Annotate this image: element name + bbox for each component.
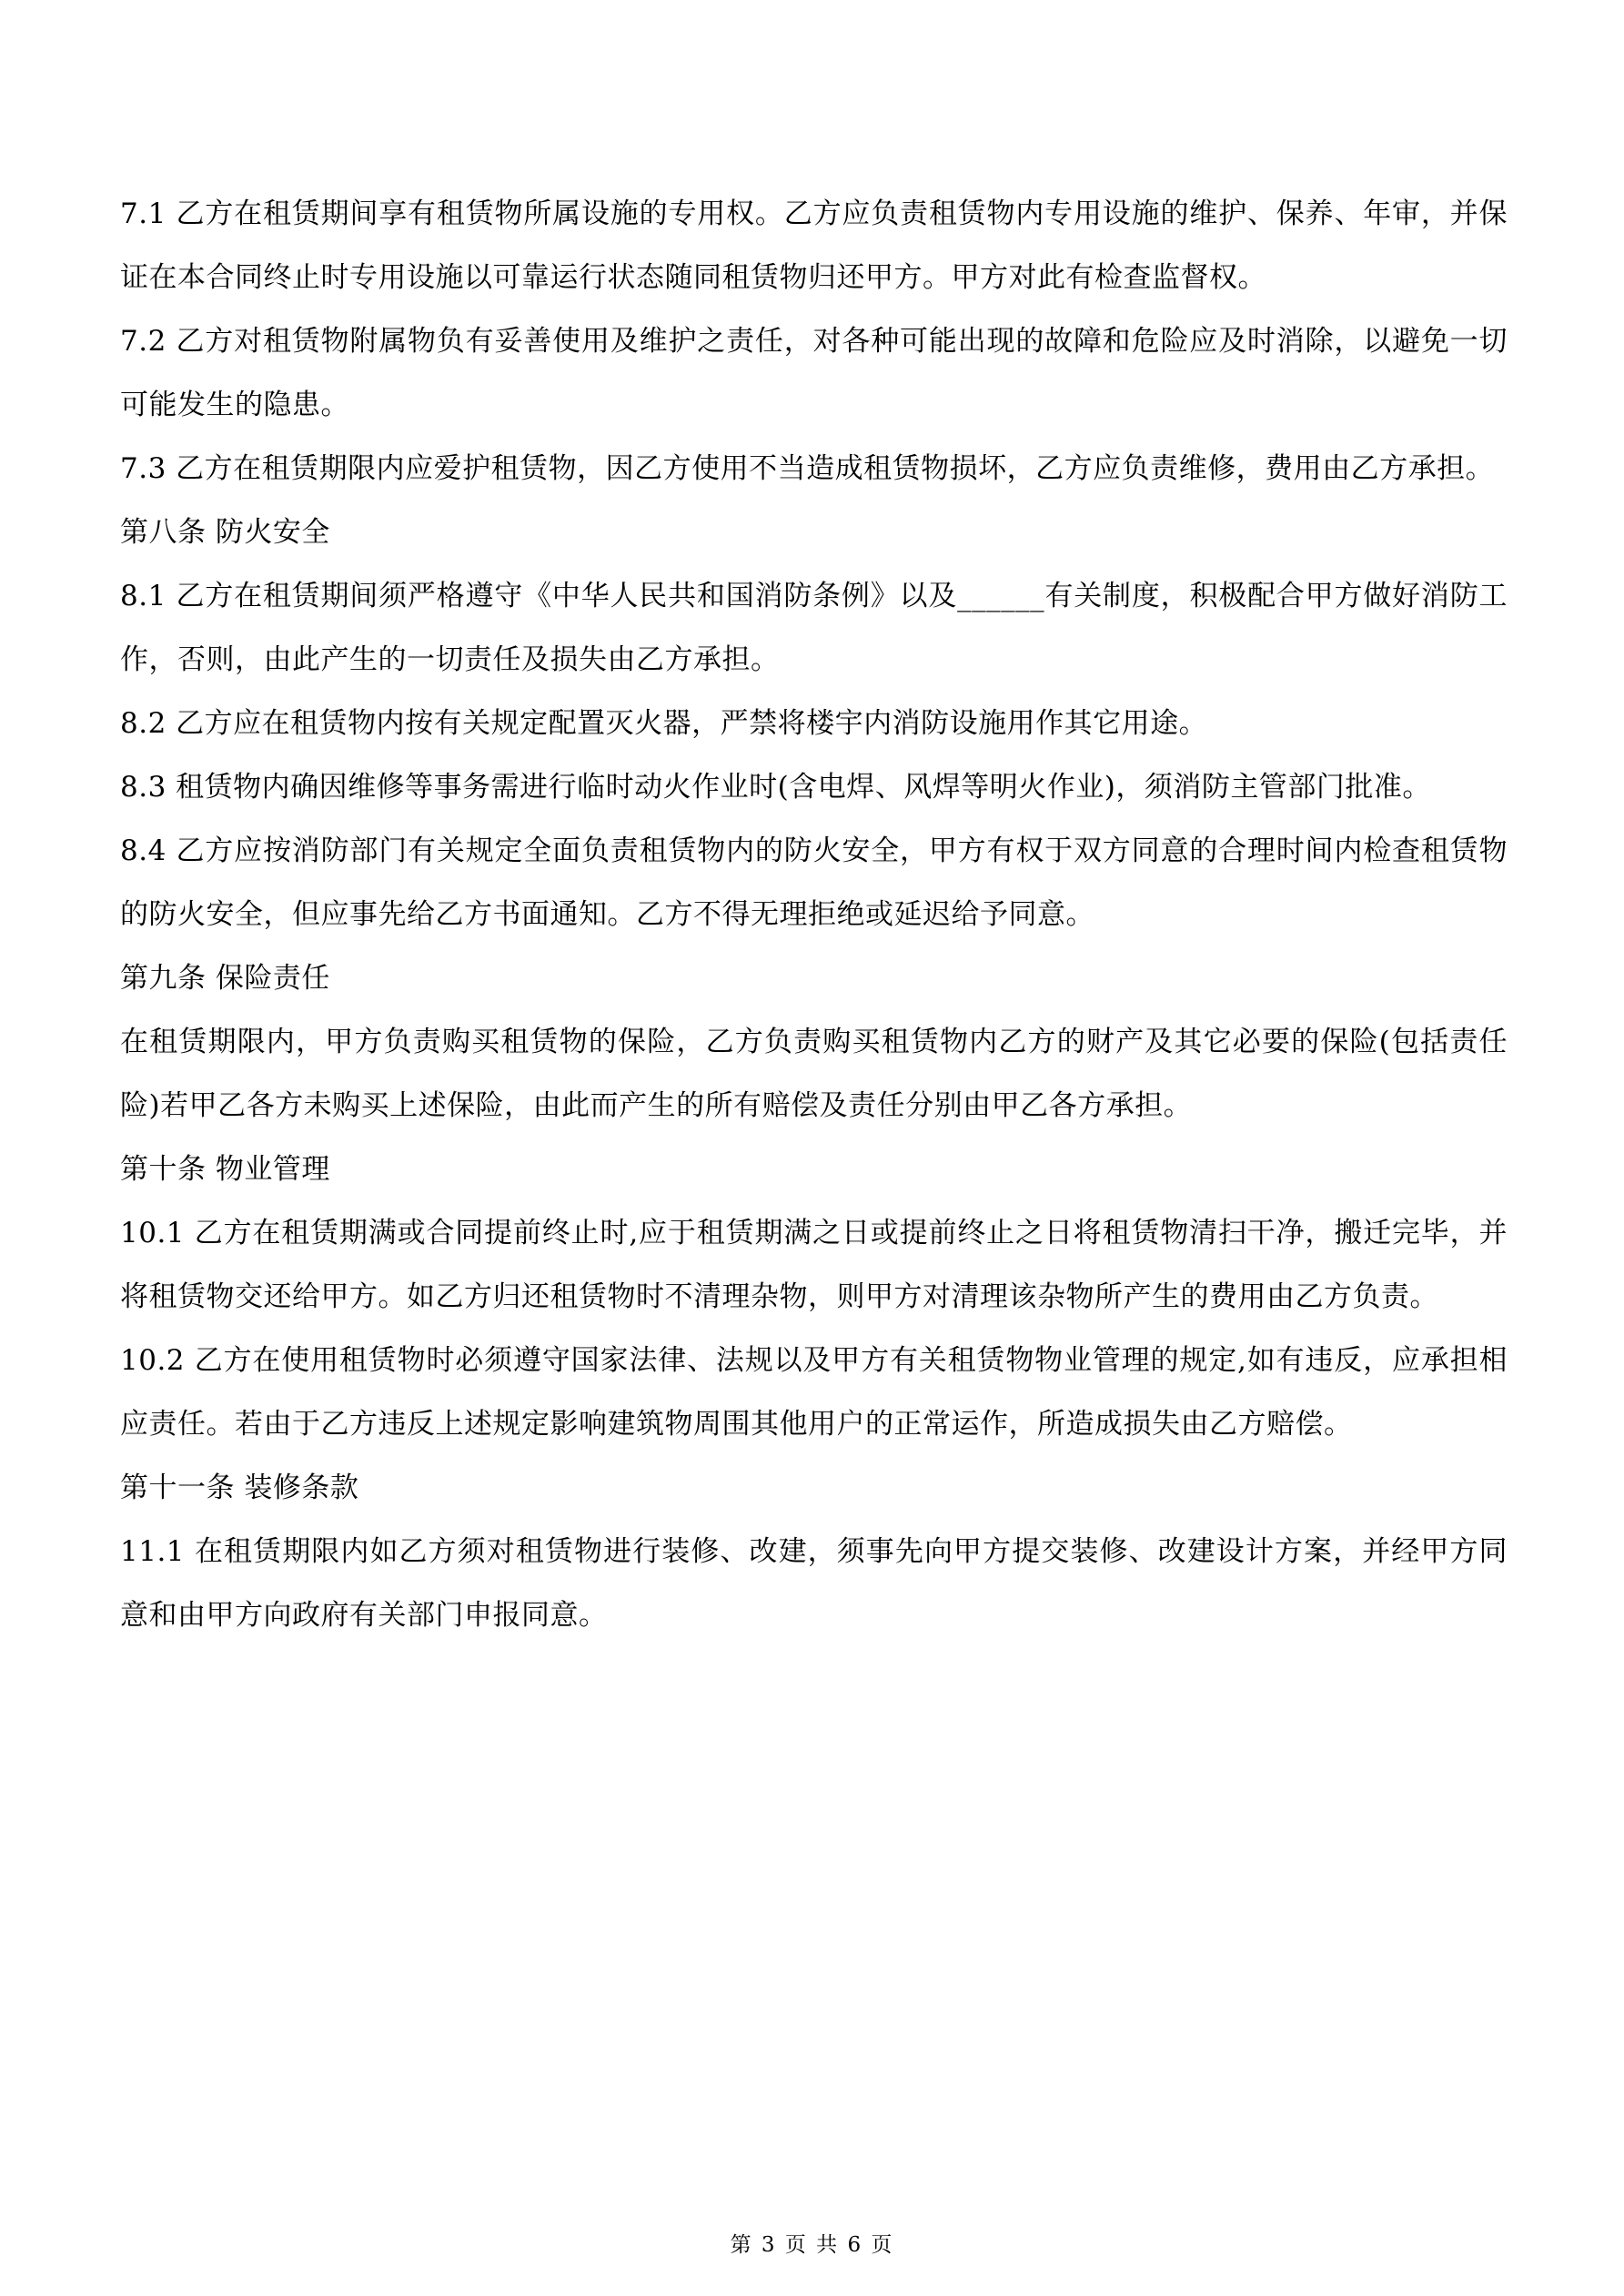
clause-7-3: 7.3 乙方在租赁期限内应爱护租赁物，因乙方使用不当造成租赁物损坏，乙方应负责维修，费用由乙方承担。 — [120, 452, 1495, 485]
clause-8-3: 8.3 租赁物内确因维修等事务需进行临时动火作业时(含电焊、风焊等明火作业)，须消防主管部门批准。 — [120, 771, 1431, 804]
clause-8-1: 8.1 乙方在租赁期间须严格遵守《中华人民共和国消防条例》以及______有关制度，积极配合甲方做好消防工作，否则，由此产生的一切责任及损失由乙方承担。 — [120, 580, 1508, 676]
section-heading-article-9: 第九条 保险责任 — [120, 962, 330, 995]
clause-11-1: 11.1 在租赁期限内如乙方须对租赁物进行装修、改建，须事先向甲方提交装修、改建设计方案，并经甲方同意和由甲方向政府有关部门申报同意。 — [120, 1535, 1508, 1632]
document-body — [120, 182, 1508, 1647]
clause-7-1: 7.1 乙方在租赁期间享有租赁物所属设施的专用权。乙方应负责租赁物内专用设施的维护、保养、年审，并保证在本合同终止时专用设施以可靠运行状态随同租赁物归还甲方。甲方对此有检查监督权。 — [120, 197, 1508, 294]
clause-10-2: 10.2 乙方在使用租赁物时必须遵守国家法律、法规以及甲方有关租赁物物业管理的规定,如有违反，应承担相应责任。若由于乙方违反上述规定影响建筑物周围其他用户的正常运作，所造成损失由乙方赔偿。 — [120, 1344, 1508, 1441]
clause-10-1: 10.1 乙方在租赁期满或合同提前终止时,应于租赁期满之日或提前终止之日将租赁物清扫干净，搬迁完毕，并将租赁物交还给甲方。如乙方归还租赁物时不清理杂物，则甲方对清理该杂物所产生的费用由乙方负责。 — [120, 1217, 1508, 1313]
section-heading-article-8: 第八条 防火安全 — [120, 516, 330, 549]
section-heading-article-11: 第十一条 装修条款 — [120, 1472, 359, 1504]
page-number: 第 3 页 共 6 页 — [730, 2233, 894, 2257]
section-heading-article-10: 第十条 物业管理 — [120, 1153, 330, 1186]
clause-9-body: 在租赁期限内，甲方负责购买租赁物的保险，乙方负责购买租赁物内乙方的财产及其它必要的保险(包括责任险)若甲乙各方未购买上述保险，由此而产生的所有赔偿及责任分别由甲乙各方承担。 — [120, 1026, 1508, 1122]
clause-8-4: 8.4 乙方应按消防部门有关规定全面负责租赁物内的防火安全，甲方有权于双方同意的合理时间内检查租赁物的防火安全，但应事先给乙方书面通知。乙方不得无理拒绝或延迟给予同意。 — [120, 834, 1508, 931]
clause-7-2: 7.2 乙方对租赁物附属物负有妥善使用及维护之责任，对各种可能出现的故障和危险应及时消除，以避免一切可能发生的隐患。 — [120, 325, 1508, 421]
clause-8-2: 8.2 乙方应在租赁物内按有关规定配置灭火器，严禁将楼宇内消防设施用作其它用途。 — [120, 707, 1208, 740]
